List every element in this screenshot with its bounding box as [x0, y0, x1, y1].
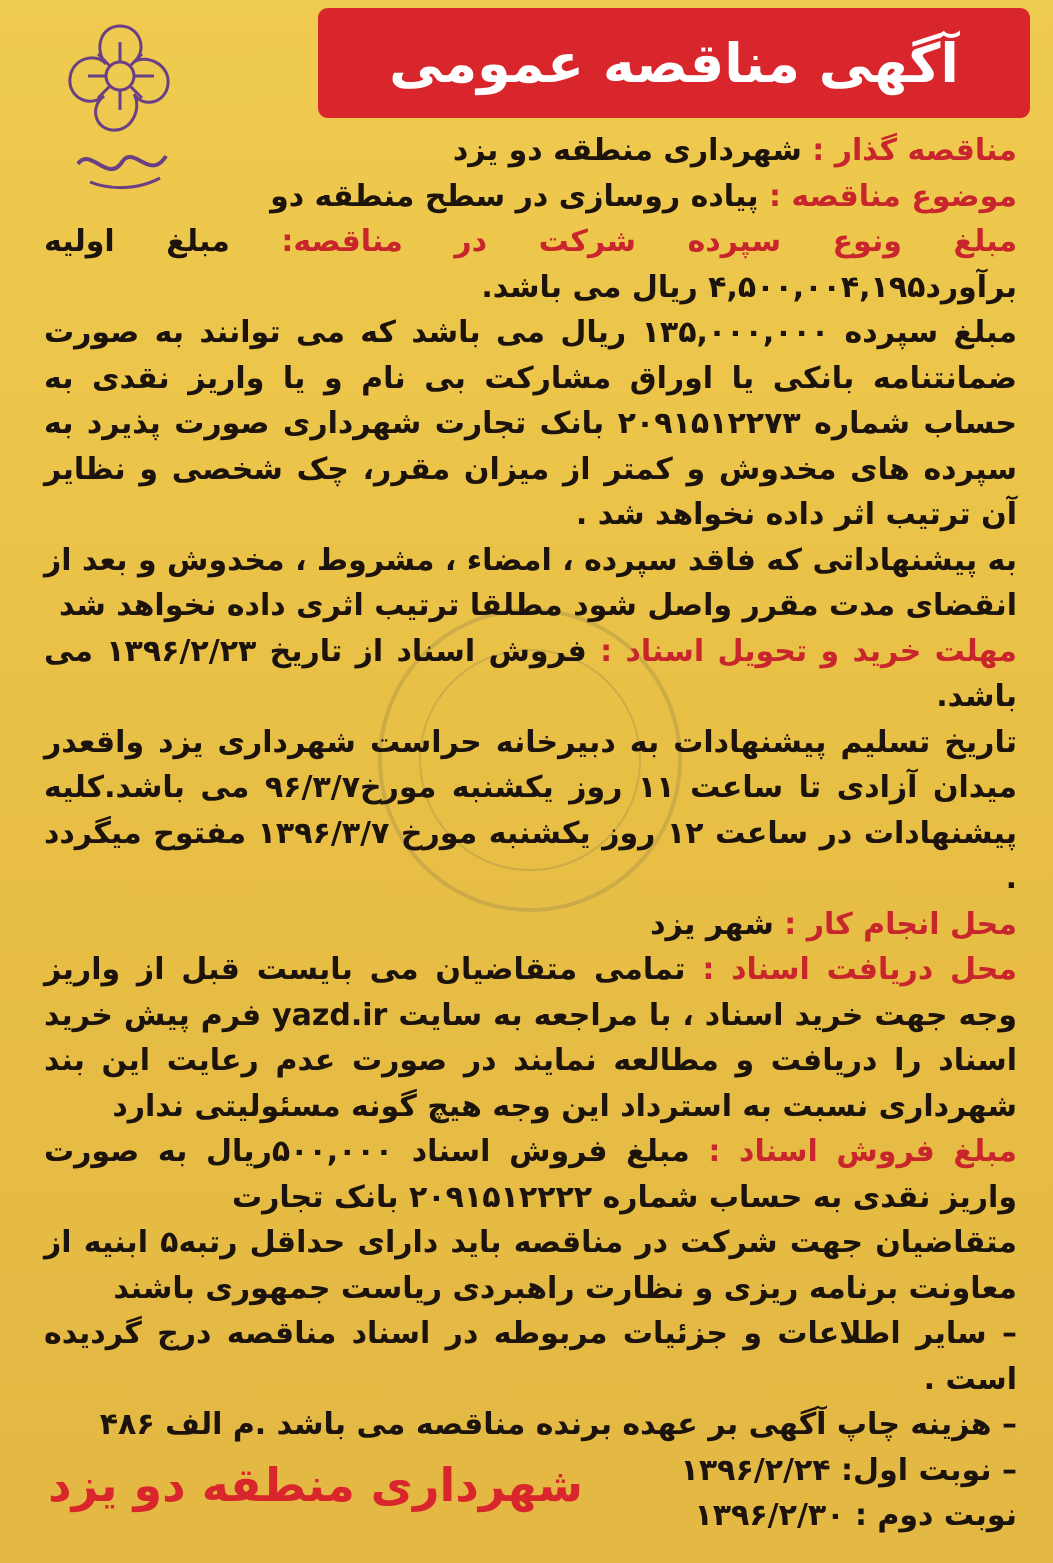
label-documents: محل دریافت اسناد : [685, 952, 1017, 987]
line-submission: تاریخ تسلیم پیشنهادات به دبیرخانه حراست شهرداری یزد واقعدر میدان آزادی تا ساعت ۱۱ روز یکشنبه مورخ۹۶/۳/۷ می باشد.کلیه پیشنهادات در ساعت ۱۲ روز یکشنبه مورخ ۱۳۹۶/۳/۷ مفتوح میگردد . [44, 724, 1017, 896]
label-deadline: مهلت خرید و تحویل اسناد : [586, 633, 1018, 669]
value-documents: تمامی متقاضیان می بایست قبل از واریز وجه جهت خرید اسناد ، با مراجعه به سایت yazd.ir فرم پیش خرید اسناد را دریافت و مطالعه نمایند در صورت عدم رعایت این بند شهرداری نسبت به استرداد این وجه هیچ گونه مسئولیتی ندارد [44, 952, 1018, 1124]
line-second-run: نوبت دوم : ۱۳۹۶/۲/۳۰ [694, 1498, 1017, 1533]
label-tenderer: مناقصه گذار : [801, 133, 1017, 168]
line-first-run: – نوبت اول: ۱۳۹۶/۲/۲۴ [680, 1452, 1017, 1488]
value-deadline: فروش اسناد از تاریخ ۱۳۹۶/۲/۲۳ می باشد. [44, 633, 1017, 714]
label-deposit-type: مبلغ ونوع سپرده شرکت در مناقصه: [229, 224, 1018, 259]
label-subject: موضوع مناقصه : [758, 178, 1017, 214]
line-print-cost: – هزینه چاپ آگهی بر عهده برنده مناقصه می باشد .م الف ۴۸۶ [99, 1407, 1017, 1442]
label-doc-price: مبلغ فروش اسناد : [689, 1134, 1017, 1169]
notice-body [44, 128, 1017, 1539]
label-location: محل انجام کار : [773, 906, 1017, 942]
line-documents [44, 947, 1017, 1129]
value-doc-price: مبلغ فروش اسناد ۵۰۰,۰۰۰ریال به صورت واریز نقدی به حساب شماره ۲۰۹۱۵۱۲۲۲۲ بانک تجارت [44, 1134, 1017, 1215]
line-tenderer [44, 128, 1017, 174]
page-title: آگهی مناقصه عمومی [389, 31, 959, 95]
line-deadline [44, 629, 1017, 720]
line-subject [44, 174, 1017, 220]
line-rejection: به پیشنهاداتی که فاقد سپرده ، امضاء ، مشروط ، مخدوش و بعد از انقضای مدت مقرر واصل شود مطلقا ترتیب اثری داده نخواهد شد [44, 542, 1017, 623]
line-doc-price [44, 1129, 1017, 1220]
line-other-info: – سایر اطلاعات و جزئیات مربوطه در اسناد مناقصه درج گردیده است . [44, 1316, 1017, 1397]
title-banner [318, 8, 1030, 118]
value-estimate: مبلغ اولیه برآورد۴,۵۰۰,۰۰۴,۱۹۵ ریال می باشد. [44, 224, 1017, 305]
footer-signature: شهرداری منطقه دو یزد [48, 1458, 584, 1512]
value-subject: پیاده روسازی در سطح منطقه دو [270, 178, 759, 214]
line-deposit: مبلغ سپرده ۱۳۵,۰۰۰,۰۰۰ ریال می باشد که می توانند به صورت ضمانتنامه بانکی یا اوراق مشارکت بی نام و یا واریز نقدی به حساب شماره ۲۰۹۱۵۱۲۲۷۳ بانک تجارت شهرداری صورت پذیرد به سپرده های مخدوش و کمتر از میزان مقرر، چک شخصی و نظایر آن ترتیب اثر داده نخواهد شد . [44, 315, 1018, 532]
line-location [44, 902, 1017, 948]
line-qualification: متقاضیان جهت شرکت در مناقصه باید دارای حداقل رتبه۵ ابنیه از معاونت برنامه ریزی و نظارت راهبردی ریاست جمهوری باشند [44, 1225, 1017, 1306]
line-estimate [44, 219, 1017, 310]
value-tenderer: شهرداری منطقه دو یزد [452, 133, 802, 168]
value-location: شهر یزد [650, 906, 774, 942]
